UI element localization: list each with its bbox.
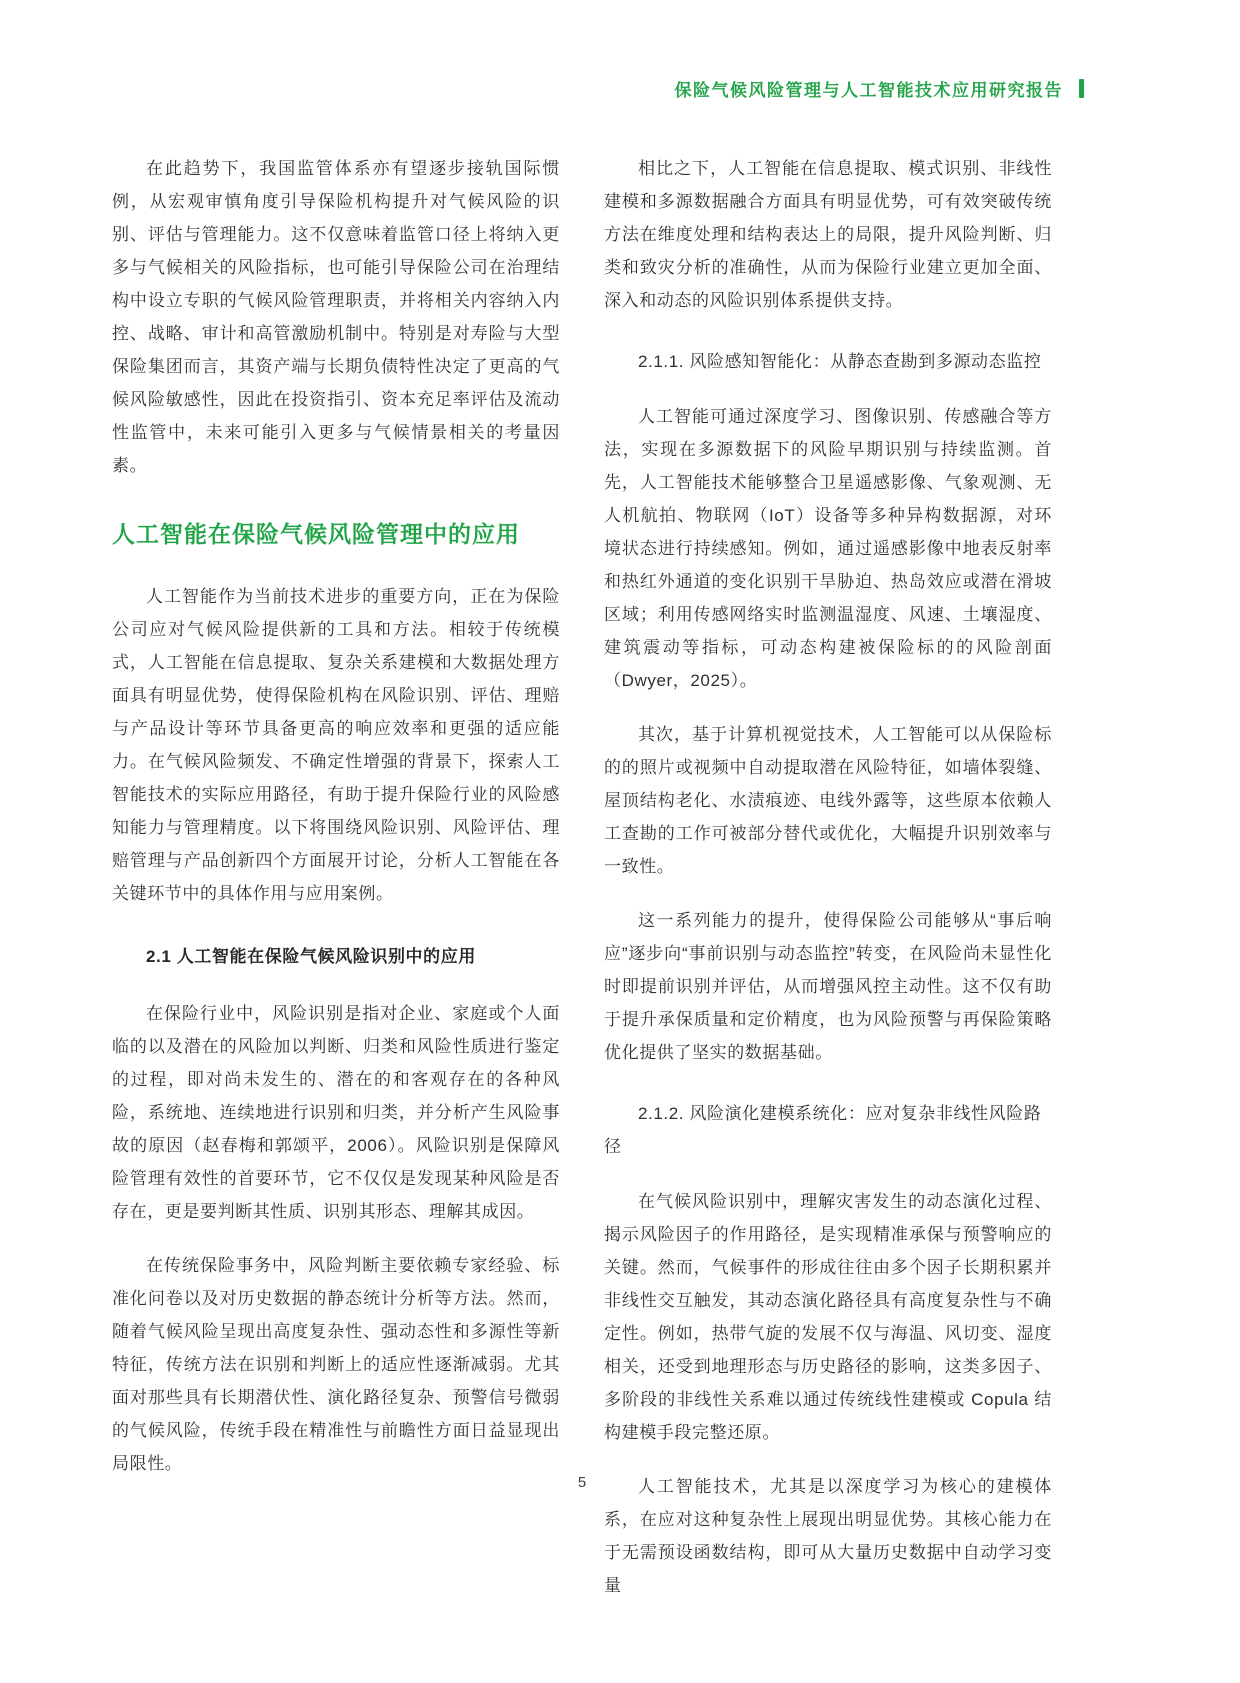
report-title: 保险气候风险管理与人工智能技术应用研究报告 <box>674 81 1063 100</box>
subsection-heading-2-1: 2.1 人工智能在保险气候风险识别中的应用 <box>146 947 476 966</box>
paragraph-risk-identification-definition: 在保险行业中，风险识别是指对企业、家庭或个人面临的以及潜在的风险加以判断、归类和风险性质进行鉴定的过程，即对尚未发生的、潜在的和客观存在的各种风险，系统地、连续地进行识别和归类，并分析产生风险事故的原因（赵春梅和郭颂平，2006）。风险识别是保障风险管理有效性的首要环节，它不仅仅是发现某种风险是否存在，更是要判断其性质、识别其形态、理解其成因。 <box>112 1004 560 1221</box>
paragraph-risk-evolution-modeling: 在气候风险识别中，理解灾害发生的动态演化过程、揭示风险因子的作用路径，是实现精准承保与预警响应的关键。然而，气候事件的形成往往由多个因子长期积累并非线性交互触发，其动态演化路径具有高度复杂性与不确定性。例如，热带气旋的发展不仅与海温、风切变、湿度相关，还受到地理形态与历史路径的影响，这类多因子、多阶段的非线性关系难以通过传统线性建模或 Copula 结构建模手段完整还原。 <box>604 1192 1052 1442</box>
page-content <box>112 152 1052 1623</box>
subsection-heading-2-1-2: 2.1.2. 风险演化建模系统化：应对复杂非线性风险路径 <box>604 1104 1042 1156</box>
paragraph-regulation-trend: 在此趋势下，我国监管体系亦有望逐步接轨国际惯例，从宏观审慎角度引导保险机构提升对气候风险的识别、评估与管理能力。这不仅意味着监管口径上将纳入更多与气候相关的风险指标，也可能引导保险公司在治理结构中设立专职的气候风险管理职责，并将相关内容纳入内控、战略、审计和高管激励机制中。特别是对寿险与大型保险集团而言，其资产端与长期负债特性决定了更高的气候风险敏感性，因此在投资指引、资本充足率评估及流动性监管中，未来可能引入更多与气候情景相关的考量因素。 <box>112 159 560 475</box>
paragraph-proactive-risk-control: 这一系列能力的提升，使得保险公司能够从“事后响应”逐步向“事前识别与动态监控”转变，在风险尚未显性化时即提前识别并评估，从而增强风控主动性。这不仅有助于提升承保质量和定价精度，也为风险预警与再保险策略优化提供了坚实的数据基础。 <box>604 911 1052 1062</box>
page-header <box>112 76 1084 101</box>
left-column <box>112 152 560 1623</box>
right-column <box>604 152 1052 1623</box>
page-number: 5 <box>577 1474 587 1491</box>
section-heading-ai-application: 人工智能在保险气候风险管理中的应用 <box>112 521 520 547</box>
paragraph-risk-perception: 人工智能可通过深度学习、图像识别、传感融合等方法，实现在多源数据下的风险早期识别与持续监测。首先，人工智能技术能够整合卫星遥感影像、气象观测、无人机航拍、物联网（IoT）设备等多种异构数据源，对环境状态进行持续感知。例如，通过遥感影像中地表反射率和热红外通道的变化识别干旱胁迫、热岛效应或潜在滑坡区域；利用传感网络实时监测温湿度、风速、土壤湿度、建筑震动等指标，可动态构建被保险标的的风险剖面（Dwyer，2025）。 <box>604 407 1052 690</box>
paragraph-ai-intro: 人工智能作为当前技术进步的重要方向，正在为保险公司应对气候风险提供新的工具和方法。相较于传统模式，人工智能在信息提取、复杂关系建模和大数据处理方面具有明显优势，使得保险机构在风险识别、评估、理赔与产品设计等环节具备更高的响应效率和更强的适应能力。在气候风险频发、不确定性增强的背景下，探索人工智能技术的实际应用路径，有助于提升保险行业的风险感知能力与管理精度。以下将围绕风险识别、风险评估、理赔管理与产品创新四个方面展开讨论，分析人工智能在各关键环节中的具体作用与应用案例。 <box>112 587 560 903</box>
paragraph-computer-vision: 其次，基于计算机视觉技术，人工智能可以从保险标的的照片或视频中自动提取潜在风险特征，如墙体裂缝、屋顶结构老化、水渍痕迹、电线外露等，这些原本依赖人工查勘的工作可被部分替代或优化，大幅提升识别效率与一致性。 <box>604 725 1052 876</box>
subsection-heading-2-1-1: 2.1.1. 风险感知智能化：从静态查勘到多源动态监控 <box>638 352 1042 371</box>
header-accent-bar <box>1079 79 1084 98</box>
paragraph-traditional-methods: 在传统保险事务中，风险判断主要依赖专家经验、标准化问卷以及对历史数据的静态统计分析等方法。然而，随着气候风险呈现出高度复杂性、强动态性和多源性等新特征，传统方法在识别和判断上的适应性逐渐减弱。尤其面对那些具有长期潜伏性、演化路径复杂、预警信号微弱的气候风险，传统手段在精准性与前瞻性方面日益显现出局限性。 <box>112 1256 560 1473</box>
paragraph-deep-learning-modeling: 人工智能技术，尤其是以深度学习为核心的建模体系，在应对这种复杂性上展现出明显优势。其核心能力在于无需预设函数结构，即可从大量历史数据中自动学习变量 <box>604 1477 1052 1595</box>
page-footer <box>112 1474 1052 1491</box>
paragraph-ai-advantages: 相比之下，人工智能在信息提取、模式识别、非线性建模和多源数据融合方面具有明显优势，可有效突破传统方法在维度处理和结构表达上的局限，提升风险判断、归类和致灾分析的准确性，从而为保险行业建立更加全面、深入和动态的风险识别体系提供支持。 <box>604 159 1052 310</box>
